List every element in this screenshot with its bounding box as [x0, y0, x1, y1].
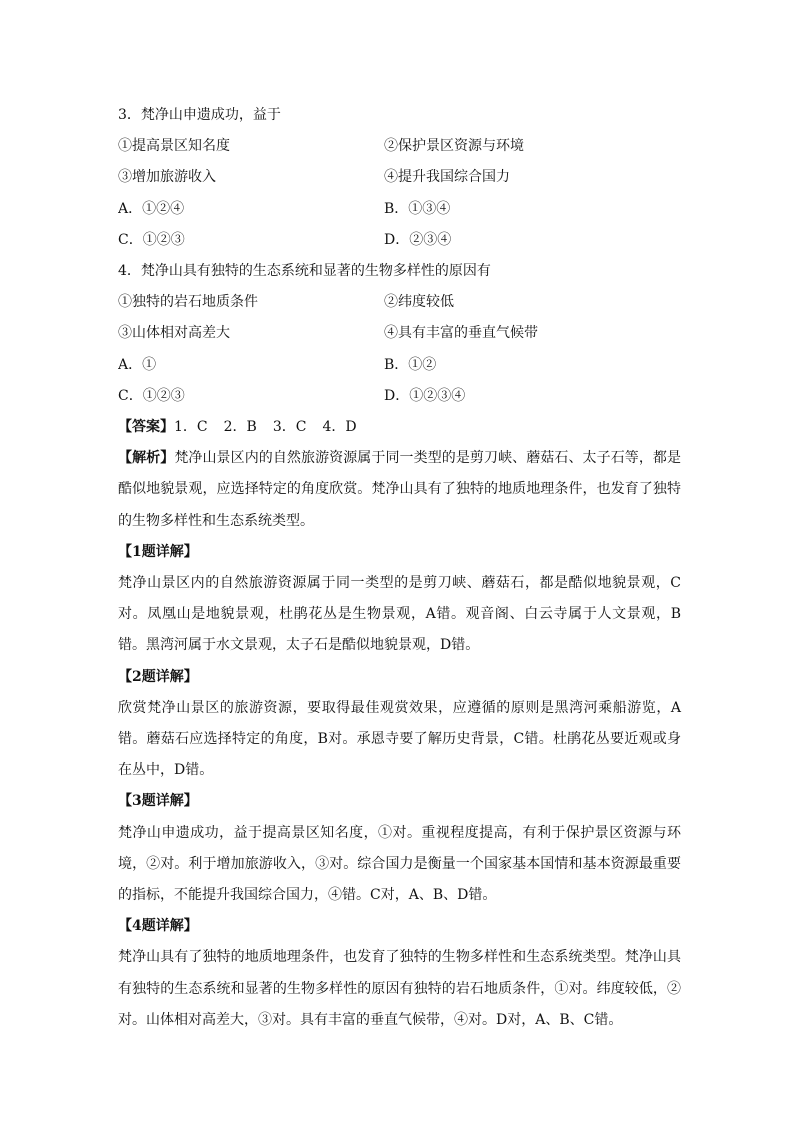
question-3-option-4: ④提升我国综合国力 — [384, 169, 510, 186]
answer-item-1: 1．C — [174, 419, 208, 436]
answer-key — [118, 412, 681, 443]
answer-item-3: 3．C — [272, 419, 307, 436]
detail-4-text: 梵净山具有了独特的地质地理条件，也发育了独特的生物多样性和生态系统类型。梵净山具有独特的生态系统和显著的生物多样性的原因有独特的岩石地质条件，①对。纬度较低，②对。山体相对高差大，③对。具有丰富的垂直气候带，④对。D对，A、B、C错。 — [118, 949, 681, 1028]
question-3-choices-row-1 — [118, 194, 681, 225]
detail-1-heading: 【1题详解】 — [118, 543, 198, 560]
question-4-choice-a: A．① — [118, 356, 157, 373]
analysis-label: 【解析】 — [118, 450, 175, 467]
question-3-option-2: ②保护景区资源与环境 — [384, 138, 524, 155]
question-3-choice-d: D．②③④ — [384, 231, 452, 248]
analysis-text: 梵净山景区内的自然旅游资源属于同一类型的是剪刀峡、蘑菇石、太子石等，都是酷似地貌景观，应选择特定的角度欣赏。梵净山具有了独特的地质地理条件，也发育了独特的生物多样性和生态系统类型。 — [118, 450, 682, 529]
question-4-options-row-1 — [118, 287, 681, 318]
question-4-stem: 4．梵净山具有独特的生态系统和显著的生物多样性的原因有 — [118, 263, 491, 280]
question-4-option-4: ④具有丰富的垂直气候带 — [384, 325, 538, 342]
detail-3-text: 梵净山申遗成功，益于提高景区知名度，①对。重视程度提高，有利于保护景区资源与环境，②对。利于增加旅游收入，③对。综合国力是衡量一个国家基本国情和基本资源最重要的指标，不能提升我国综合国力，④错。C对，A、B、D错。 — [118, 824, 681, 904]
question-4-option-2: ②纬度较低 — [384, 294, 454, 311]
question-4-choices-row-1 — [118, 350, 681, 381]
detail-1-text: 梵净山景区内的自然旅游资源属于同一类型的是剪刀峡、蘑菇石，都是酷似地貌景观，C对。凤凰山是地貌景观，杜鹃花丛是生物景观，A错。观音阁、白云寺属于人文景观，B错。黑湾河属于水文景观，太子石是酷似地貌景观，D错。 — [118, 575, 681, 654]
detail-2-text: 欣赏梵净山景区的旅游资源，要取得最佳观赏效果，应遵循的原则是黑湾河乘船游览，A错。蘑菇石应选择特定的角度，B对。承恩寺要了解历史背景，C错。杜鹃花丛要近观或身在丛中，D错。 — [118, 699, 681, 779]
answer-item-2: 2．B — [223, 419, 257, 436]
detail-2-heading: 【2题详解】 — [118, 668, 198, 685]
question-4-option-3: ③山体相对高差大 — [118, 325, 230, 342]
answer-label: 【答案】 — [118, 419, 174, 436]
detail-3-heading: 【3题详解】 — [118, 793, 198, 810]
analysis-paragraph — [118, 443, 681, 537]
question-3-options-row-1 — [118, 131, 681, 162]
question-4-choice-c: C．①②③ — [118, 387, 185, 404]
question-4-choice-d: D．①②③④ — [384, 387, 466, 404]
question-3-choice-b: B．①③④ — [384, 200, 451, 217]
question-3-choices-row-2 — [118, 225, 681, 256]
question-3-choice-c: C．①②③ — [118, 231, 185, 248]
question-3-stem: 3．梵净山申遗成功，益于 — [118, 107, 281, 123]
question-4-choices-row-2 — [118, 381, 681, 412]
question-3-options-row-2 — [118, 162, 681, 193]
question-3-choice-a: A．①②④ — [118, 200, 185, 217]
question-4-options-row-2 — [118, 318, 681, 349]
question-3-option-1: ①提高景区知名度 — [118, 138, 230, 155]
detail-4-heading: 【4题详解】 — [118, 918, 198, 935]
question-4-option-1: ①独特的岩石地质条件 — [118, 294, 258, 311]
answer-item-4: 4．D — [322, 419, 357, 436]
question-4-choice-b: B．①② — [384, 356, 437, 373]
question-3-option-3: ③增加旅游收入 — [118, 169, 216, 186]
